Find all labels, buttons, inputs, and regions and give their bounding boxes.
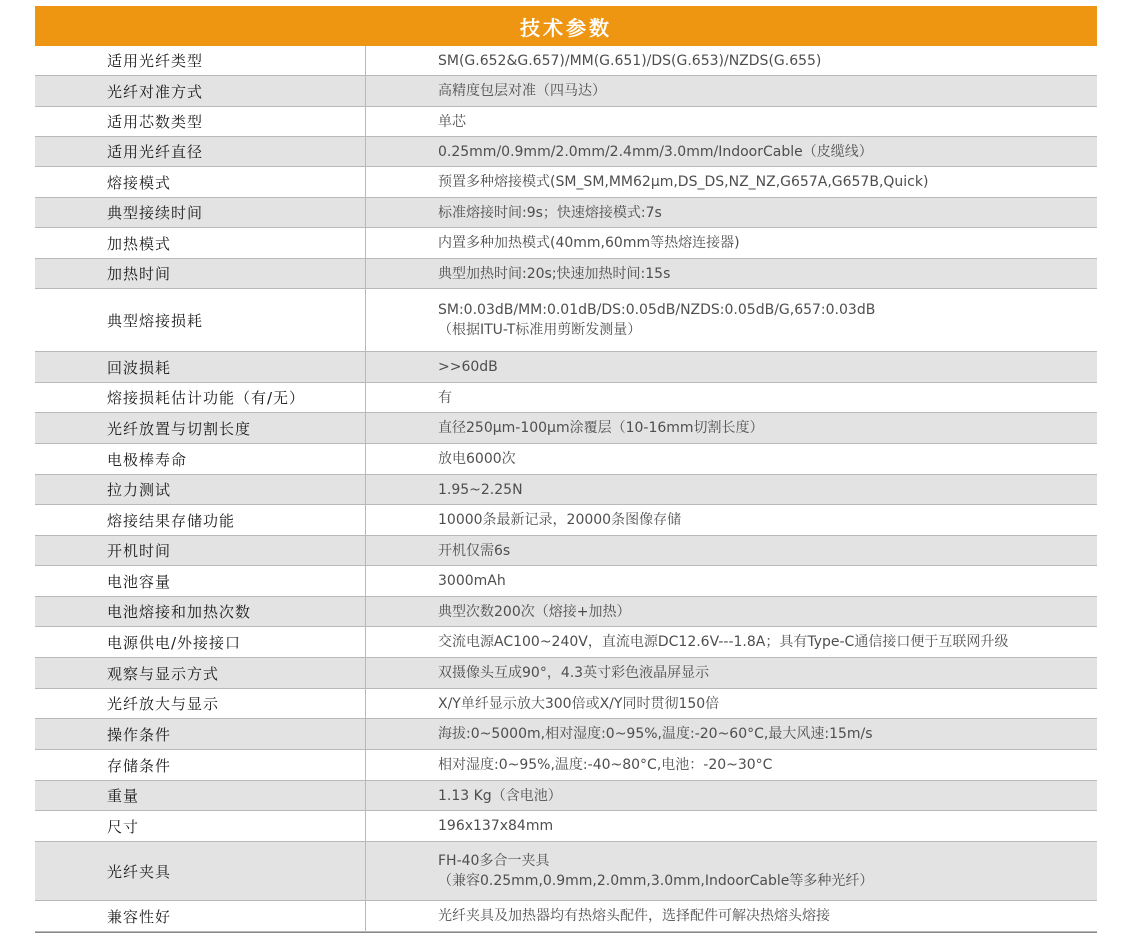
spec-value-line: 标准熔接时间:9s；快速熔接模式:7s xyxy=(438,204,662,221)
table-row xyxy=(35,444,1097,475)
spec-value xyxy=(366,689,1097,718)
spec-value xyxy=(366,566,1097,596)
spec-value xyxy=(366,46,1097,75)
table-row xyxy=(35,352,1097,383)
spec-label: 电池容量 xyxy=(35,566,366,596)
spec-label: 典型接续时间 xyxy=(35,198,366,227)
spec-value xyxy=(366,597,1097,626)
spec-value-line: 196x137x84mm xyxy=(438,818,554,834)
spec-label: 电极棒寿命 xyxy=(35,444,366,474)
spec-value-line: 典型加热时间:20s;快速加热时间:15s xyxy=(438,265,671,282)
spec-value-line: （兼容0.25mm,0.9mm,2.0mm,3.0mm,IndoorCable等多种光纤） xyxy=(438,873,874,889)
spec-value xyxy=(366,505,1097,535)
table-row xyxy=(35,167,1097,198)
spec-value-line: 单芯 xyxy=(438,113,466,130)
spec-value-line: 0.25mm/0.9mm/2.0mm/2.4mm/3.0mm/IndoorCable（皮缆线） xyxy=(438,143,873,160)
spec-label: 光纤放大与显示 xyxy=(35,689,366,718)
table-row xyxy=(35,137,1097,167)
spec-value-line: X/Y单纤显示放大300倍或X/Y同时贯彻150倍 xyxy=(438,695,720,712)
spec-label: 电源供电/外接接口 xyxy=(35,627,366,657)
table-row xyxy=(35,46,1097,76)
spec-value xyxy=(366,842,1097,900)
table-row xyxy=(35,627,1097,658)
spec-label: 尺寸 xyxy=(35,811,366,841)
spec-value xyxy=(366,228,1097,258)
table-row xyxy=(35,901,1097,932)
spec-value-line: 海拔:0~5000m,相对湿度:0~95%,温度:-20~60°C,最大风速:15m/s xyxy=(438,726,873,742)
spec-value xyxy=(366,658,1097,688)
table-row xyxy=(35,259,1097,289)
spec-label: 光纤对准方式 xyxy=(35,76,366,106)
table-row xyxy=(35,536,1097,566)
spec-value-line: 有 xyxy=(438,389,452,406)
spec-value-line: SM:0.03dB/MM:0.01dB/DS:0.05dB/NZDS:0.05dB/G,657:0.03dB xyxy=(438,302,876,318)
spec-label: 光纤夹具 xyxy=(35,842,366,900)
spec-value-line: SM(G.652&G.657)/MM(G.651)/DS(G.653)/NZDS(G.655) xyxy=(438,52,822,69)
spec-value xyxy=(366,781,1097,810)
spec-value-line: FH-40多合一夹具 xyxy=(438,853,550,869)
table-row xyxy=(35,689,1097,719)
spec-value xyxy=(366,383,1097,412)
spec-value-line: 内置多种加热模式(40mm,60mm等热熔连接器) xyxy=(438,235,740,251)
spec-value xyxy=(366,137,1097,166)
spec-value-line: 放电6000次 xyxy=(438,451,516,467)
spec-label: 熔接损耗估计功能（有/无） xyxy=(35,383,366,412)
spec-value xyxy=(366,444,1097,474)
spec-label: 熔接结果存储功能 xyxy=(35,505,366,535)
spec-value-line: 3000mAh xyxy=(438,573,506,589)
spec-value xyxy=(366,536,1097,565)
spec-value-line: 双摄像头互成90°，4.3英寸彩色液晶屏显示 xyxy=(438,665,710,681)
spec-value-line: 光纤夹具及加热器均有热熔头配件，选择配件可解决热熔头熔接 xyxy=(438,908,830,924)
spec-label: 加热时间 xyxy=(35,259,366,288)
spec-value-line: 交流电源AC100~240V，直流电源DC12.6V---1.8A；具有Type-C通信接口便于互联网升级 xyxy=(438,634,1009,650)
spec-value-line: 预置多种熔接模式(SM_SM,MM62μm,DS_DS,NZ_NZ,G657A,G657B,Quick) xyxy=(438,174,929,190)
table-row xyxy=(35,750,1097,781)
table-row xyxy=(35,107,1097,137)
spec-label: 加热模式 xyxy=(35,228,366,258)
spec-label: 适用光纤类型 xyxy=(35,46,366,75)
table-row xyxy=(35,719,1097,750)
spec-label: 典型熔接损耗 xyxy=(35,289,366,351)
spec-value-line: 1.13 Kg（含电池） xyxy=(438,787,562,804)
table-row xyxy=(35,658,1097,689)
table-row xyxy=(35,289,1097,352)
table-row xyxy=(35,198,1097,228)
spec-label: 开机时间 xyxy=(35,536,366,565)
spec-label: 回波损耗 xyxy=(35,352,366,382)
spec-value xyxy=(366,901,1097,931)
table-row xyxy=(35,383,1097,413)
spec-label: 光纤放置与切割长度 xyxy=(35,413,366,443)
spec-value xyxy=(366,107,1097,136)
table-row xyxy=(35,781,1097,811)
table-row xyxy=(35,475,1097,505)
table-row xyxy=(35,811,1097,842)
spec-value-line: 1.95~2.25N xyxy=(438,481,523,498)
table-row xyxy=(35,228,1097,259)
table-row xyxy=(35,597,1097,627)
spec-table xyxy=(35,46,1097,932)
table-row xyxy=(35,842,1097,901)
table-row xyxy=(35,76,1097,107)
spec-value-line: >>60dB xyxy=(438,359,498,375)
spec-label: 拉力测试 xyxy=(35,475,366,504)
spec-value-line: 开机仅需6s xyxy=(438,542,511,559)
table-row xyxy=(35,566,1097,597)
spec-value xyxy=(366,259,1097,288)
table-row xyxy=(35,413,1097,444)
spec-value-line: 典型次数200次（熔接+加热） xyxy=(438,603,631,620)
spec-value-line: 高精度包层对准（四马达） xyxy=(438,83,606,99)
spec-label: 存储条件 xyxy=(35,750,366,780)
spec-value xyxy=(366,627,1097,657)
spec-label: 兼容性好 xyxy=(35,901,366,931)
table-row xyxy=(35,505,1097,536)
spec-value xyxy=(366,719,1097,749)
spec-label: 熔接模式 xyxy=(35,167,366,197)
spec-value xyxy=(366,289,1097,351)
spec-value xyxy=(366,475,1097,504)
spec-value-line: 10000条最新记录，20000条图像存储 xyxy=(438,512,682,528)
spec-label: 重量 xyxy=(35,781,366,810)
spec-value xyxy=(366,413,1097,443)
spec-value-line: （根据ITU-T标准用剪断发测量） xyxy=(438,322,642,338)
spec-value xyxy=(366,76,1097,106)
spec-label: 观察与显示方式 xyxy=(35,658,366,688)
spec-value xyxy=(366,198,1097,227)
spec-value xyxy=(366,352,1097,382)
spec-label: 适用芯数类型 xyxy=(35,107,366,136)
spec-table-title: 技术参数 xyxy=(35,6,1097,46)
spec-label: 操作条件 xyxy=(35,719,366,749)
spec-value xyxy=(366,750,1097,780)
spec-value xyxy=(366,811,1097,841)
spec-label: 适用光纤直径 xyxy=(35,137,366,166)
spec-value-line: 直径250μm-100μm涂覆层（10-16mm切割长度） xyxy=(438,420,764,436)
spec-value-line: 相对湿度:0~95%,温度:-40~80°C,电池：-20~30°C xyxy=(438,757,773,773)
spec-value xyxy=(366,167,1097,197)
spec-label: 电池熔接和加热次数 xyxy=(35,597,366,626)
spec-sheet xyxy=(35,6,1097,933)
